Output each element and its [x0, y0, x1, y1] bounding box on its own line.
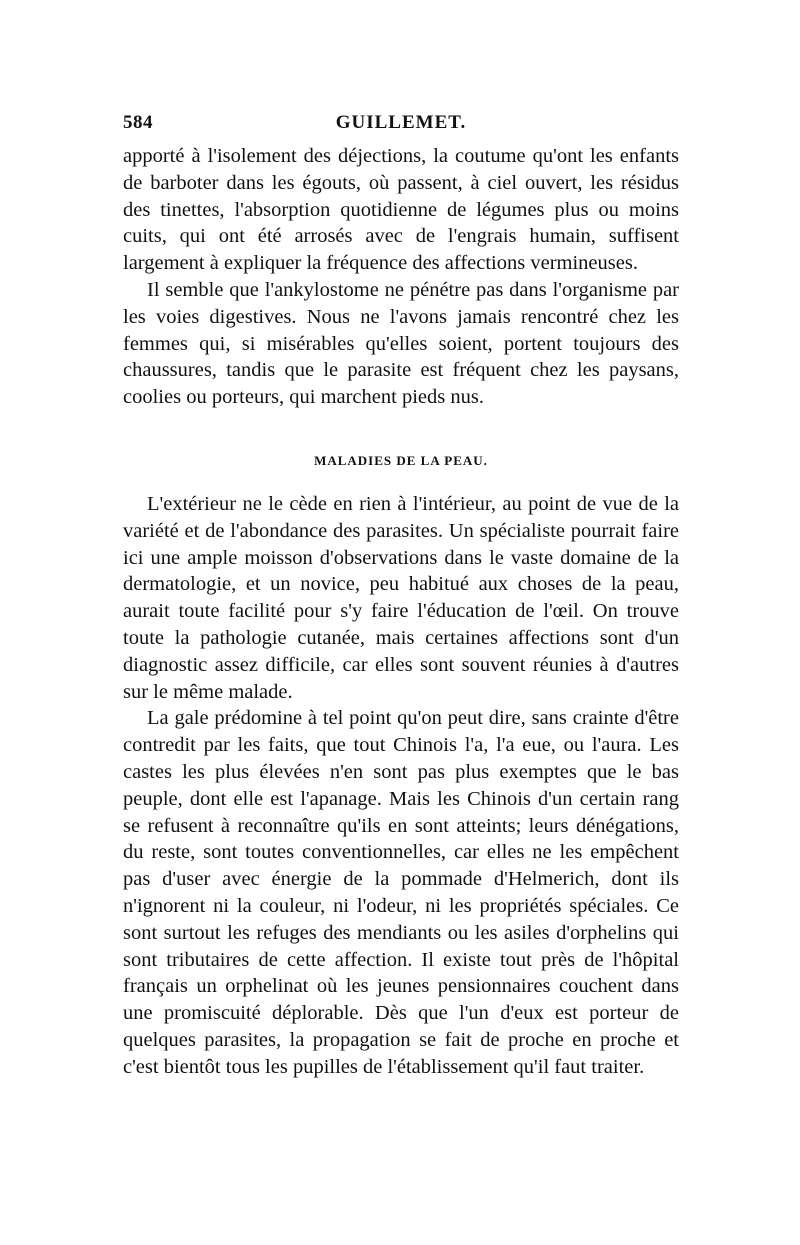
- page-header: [123, 112, 679, 138]
- body-text: [123, 143, 679, 1081]
- section-title: MALADIES DE LA PEAU.: [314, 452, 488, 468]
- paragraph-continuation: apporté à l'isolement des déjections, la coutume qu'ont les enfants de barboter dans les égouts, où passent, à ciel ouvert, les résidus des tinettes, l'absorption quotidienne de légumes plus ou moins cuits, qui ont été arrosés avec de l'engrais humain, suffisent largement à expliquer la fréquence des affections vermineuses.: [123, 145, 679, 275]
- paragraph-gale: La gale prédomine à tel point qu'on peut dire, sans crainte d'être contredit par les faits, que tout Chinois l'a, l'a eue, ou l'aura. Les castes les plus élevées n'en sont pas plus exemptes que le bas peuple, dont elle est l'apanage. Mais les Chinois d'un certain rang se refusent à reconnaître qu'ils en sont atteints; leurs dénégations, du reste, sont toutes conventionnelles, car elles ne les empêchent pas d'user avec énergie de la pommade d'Helmerich, dont ils n'ignorent ni la couleur, ni l'odeur, ni les propriétés spéciales. Ce sont surtout les refuges des mendiants ou les asiles d'orphelins qui sont tributaires de cette affection. Il existe tout près de l'hôpital français un orphelinat où les jeunes pensionnaires couchent dans une promiscuité déplorable. Dès que l'un d'eux est porteur de quelques parasites, la propagation se fait de proche en proche et c'est bientôt tous les pupilles de l'établissement qu'il faut traiter.: [123, 707, 679, 1078]
- running-head: GUILLEMET.: [335, 112, 467, 133]
- paragraph-ankylostome: Il semble que l'ankylostome ne pénétre pas dans l'organisme par les voies digestives. Nous ne l'avons jamais rencontré chez les femmes qui, si misérables qu'elles soient, portent toujours des chaussures, tandis que le parasite est fréquent chez les paysans, coolies ou porteurs, qui marchent pieds nus.: [123, 278, 679, 409]
- paragraph-exterieur: L'extérieur ne le cède en rien à l'intérieur, au point de vue de la variété et de l'abondance des parasites. Un spécialiste pourrait faire ici une ample moisson d'observations dans le vaste domaine de la dermatologie, et un novice, peu habitué aux choses de la peau, aurait toute facilité pour s'y faire l'éducation de l'œil. On trouve toute la pathologie cutanée, mais certaines affections sont d'un diagnostic assez difficile, car elles sont souvent réunies à d'autres sur le même malade.: [123, 492, 679, 703]
- page-number: 584: [123, 112, 153, 133]
